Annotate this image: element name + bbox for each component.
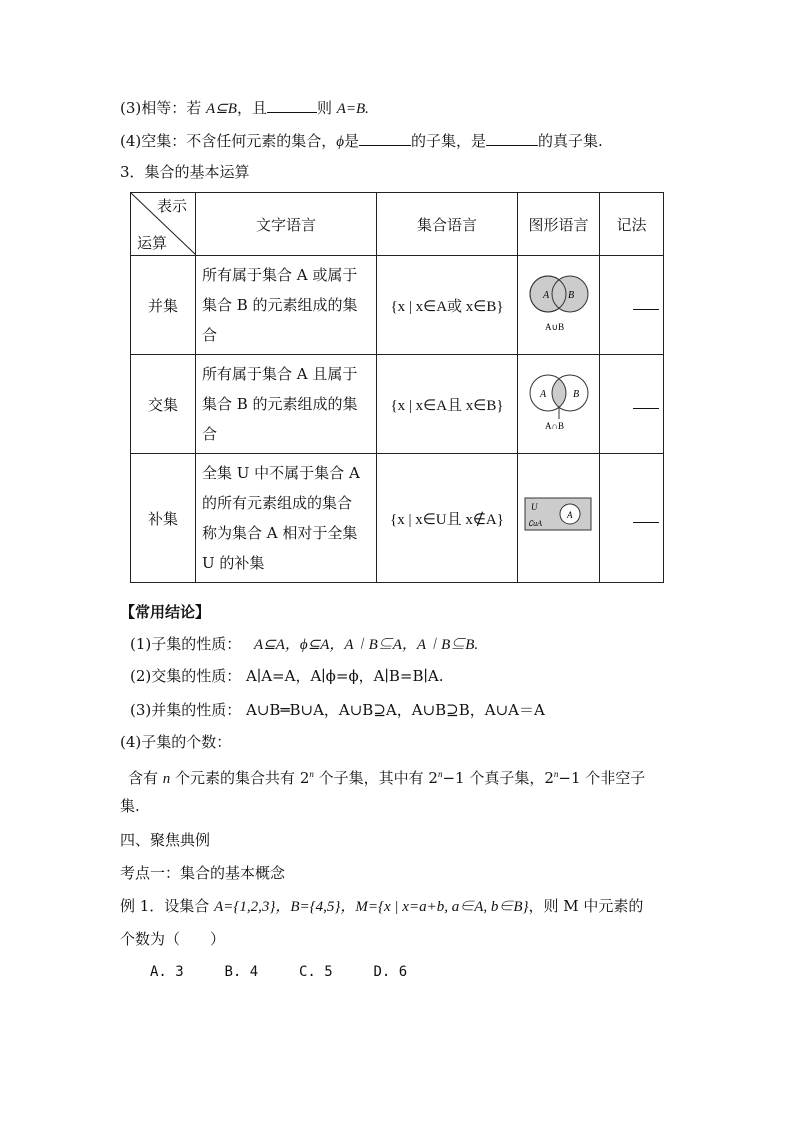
conclusion-2: (2)交集的性质： A∣A=A，A∣ϕ=ϕ，A∣B=B∣A. (130, 667, 444, 685)
svg-text:B: B (567, 290, 574, 301)
op-description: 所有属于集合 A 且属于 集合 B 的元素组成的集 合 (196, 355, 377, 454)
svg-text:A: A (566, 510, 572, 520)
point-1-title: 考点一：集合的基本概念 (120, 864, 286, 882)
choice-b[interactable]: B. 4 (224, 964, 259, 980)
section-title-ops: 3．集合的基本运算 (120, 163, 250, 181)
table-row (131, 256, 664, 355)
svg-text:U: U (530, 502, 537, 512)
equality-line: (3)相等：若 A⊆B，且 则 A=B. (120, 99, 369, 117)
conclusion-4-body-cont: 集. (120, 797, 140, 815)
op-name: 交集 (131, 355, 196, 454)
example-1-cont: 个数为（ ） (120, 930, 226, 948)
op-name: 补集 (131, 454, 196, 583)
conclusions-title: 【常用结论】 (120, 603, 211, 621)
svg-text:∁uA: ∁uA (527, 519, 542, 528)
svg-text:A∩B: A∩B (544, 421, 564, 431)
header-notation: 记法 (600, 193, 664, 256)
conclusion-3: (3)并集的性质： A∪B═B∪A，A∪B⊇A，A∪B⊇B，A∪A＝A (130, 701, 545, 719)
complement-figure (518, 454, 600, 583)
intersection-venn-figure (518, 355, 600, 454)
op-name: 并集 (131, 256, 196, 355)
op-description: 全集 U 中不属于集合 A 的所有元素组成的集合 称为集合 A 相对于全集 U 的补集 (196, 454, 377, 583)
section-4-title: 四、聚焦典例 (120, 831, 211, 849)
header-text-lang: 文字语言 (196, 193, 377, 256)
union-venn-figure (518, 256, 600, 355)
answer-choices (150, 961, 443, 982)
choice-d[interactable]: D. 6 (373, 964, 408, 980)
notation-blank[interactable] (600, 355, 664, 454)
table-row (131, 355, 664, 454)
choice-c[interactable]: C. 5 (299, 964, 333, 980)
answer-blank[interactable] (359, 131, 411, 146)
svg-text:A: A (542, 290, 549, 301)
choice-a[interactable]: A. 3 (150, 964, 184, 980)
conclusion-4-label: (4)子集的个数： (120, 733, 232, 751)
empty-set-line: (4)空集：不含任何元素的集合，ϕ是 的子集，是 的真子集. (120, 132, 603, 150)
svg-text:A: A (539, 389, 546, 400)
header-graph-lang: 图形语言 (518, 193, 600, 256)
set-notation: {x | x∈A且 x∈B} (377, 355, 518, 454)
conclusion-1: (1)子集的性质： A⊆A，ϕ⊆A，A∣B⊆A，A∣B⊆B. (130, 635, 479, 653)
header-set-lang: 集合语言 (377, 193, 518, 256)
op-description: 所有属于集合 A 或属于 集合 B 的元素组成的集 合 (196, 256, 377, 355)
conclusion-4-body: 含有 n 个元素的集合共有 2$^n$ 个子集，其中有 $2^n-1$ 个真子集，$2^n-1$ 个非空子 (128, 769, 646, 787)
notation-blank[interactable] (600, 256, 664, 355)
svg-text:A∪B: A∪B (544, 322, 564, 332)
notation-blank[interactable] (600, 454, 664, 583)
svg-text:B: B (572, 389, 579, 400)
example-1: 例 1．设集合 A={1,2,3}，B={4,5}，M={x | x=a+b, a∈A, b∈B}，则 M 中元素的 (120, 897, 644, 915)
diagonal-header-cell: 表示 运算 (131, 193, 196, 256)
set-notation: {x | x∈U且 x∉A} (377, 454, 518, 583)
answer-blank[interactable] (267, 98, 317, 113)
set-operations-table (130, 192, 664, 583)
set-notation: {x | x∈A或 x∈B} (377, 256, 518, 355)
answer-blank[interactable] (486, 131, 538, 146)
table-header-row (131, 193, 664, 256)
table-row (131, 454, 664, 583)
